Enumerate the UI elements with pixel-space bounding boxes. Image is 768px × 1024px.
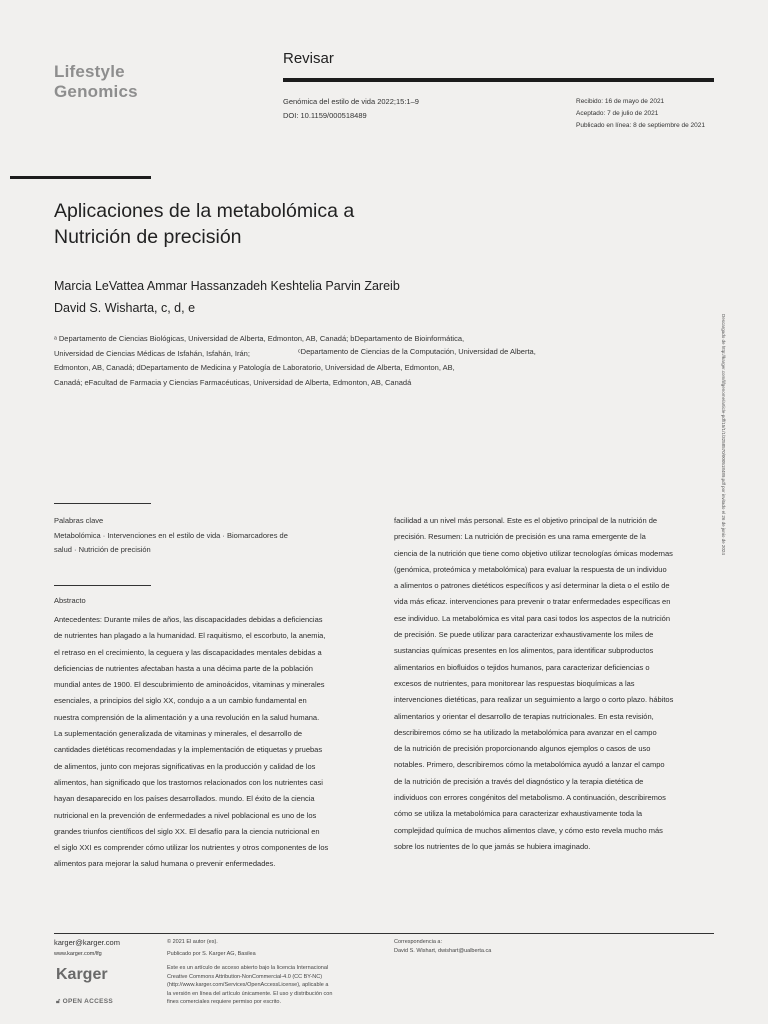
article-title (54, 198, 474, 250)
title-line1: Aplicaciones de la metabolómica a (54, 200, 355, 222)
keywords-heading: Palabras clave (54, 516, 104, 525)
affiliation-line1: ᵃ Departamento de Ciencias Biológicas, Universidad de Alberta, Edmonton, AB, Canadá; bDepartamento de Bioinformática, (54, 334, 465, 343)
license-line: Creative Commons Attribution-NonCommercial-4.0 (CC BY-NC) (167, 973, 323, 980)
abstract-line: notables. Primero, describiremos cómo la metabolómica ayudó a lanzar el campo (394, 760, 665, 770)
affiliation-line4: Canadá; eFacultad de Farmacia y Ciencias Farmacéuticas, Universidad de Alberta, Edmonton, AB, Canadá (54, 378, 412, 387)
abstract-line: nuestra comprensión de la alimentación y a una revolución en la salud humana. (54, 712, 320, 722)
abstract-line: de la nutrición de precisión a través del diagnóstico y la terapia dietética de (394, 776, 644, 786)
abstract-line: de alimentos, junto con mejoras significativas en la producción y calidad de los (54, 761, 316, 771)
open-access-icon: 🔓︎ (56, 998, 61, 1005)
license-line: (http://www.karger.com/Services/OpenAccessLicense), aplicable a (167, 982, 329, 988)
keywords-line2: salud · Nutrición de precisión (54, 545, 151, 554)
abstract-line: alimentos para mejorar la salud humana o prevenir enfermedades. (54, 859, 276, 869)
download-note-text: Descargado de http://karger.com/lifgenome/article-pdf/15/1/1/3258570/000518489.pdf por invitado el 26 de junio de 2024 (721, 314, 726, 555)
title-line2: Nutrición de precisión (54, 226, 242, 248)
abstract-line: nutricional en la prevención de enfermedades a nivel poblacional es uno de los (54, 810, 317, 820)
copyright: © 2021 El autor (es). (167, 939, 218, 945)
publisher-email[interactable]: karger@karger.com (54, 938, 120, 947)
abstract-line: ciencia de la nutrición que tiene como objetivo utilizar tecnologías ómicas modernas (394, 548, 673, 558)
journal-name-line2: Genomics (54, 82, 138, 101)
abstract-line: el siglo XXI es comprender cómo utilizar los nutrientes y otros componentes de los (54, 843, 329, 853)
abstract-line: sobre los nutrientes de lo que jamás se hubiera imaginado. (394, 841, 591, 851)
abstract-line: ese individuo. La metabolómica es vital para casi todos los aspectos de la nutrición (394, 613, 670, 623)
abstract-line: grandes triunfos científicos del siglo XX. El desafío para la ciencia nutricional en (54, 826, 320, 836)
license-line: Este es un artículo de acceso abierto bajo la licencia Internacional (167, 965, 329, 971)
abstract-line: cantidades dietéticas recomendadas y la implementación de etiquetas y pruebas (54, 745, 323, 755)
abstract-line: excesos de nutrientes, para monitorear las respuestas bioquímicas a las (394, 678, 635, 688)
abstract-line: individuos con errores congénitos del metabolismo. A continuación, describiremos (394, 793, 666, 803)
affiliation-line2b: ᶜDepartamento de Ciencias de la Computación, Universidad de Alberta, (298, 347, 536, 356)
abstract-line: describiremos cómo se ha utilizado la metabolómica para avanzar en el campo (394, 727, 657, 737)
authors-line2: David S. Wisharta, c, d, e (54, 301, 196, 315)
abstract-right-column (394, 513, 724, 855)
open-access-badge (56, 998, 113, 1006)
abstract-line: alimentos, han significado que los trastornos relacionados con los nutrientes casi (54, 777, 323, 787)
author-list (54, 275, 400, 319)
doi-line: DOI: 10.1159/000518489 (283, 111, 367, 120)
abstract-line: esenciales, a principios del siglo XX, condujo a a un cambio fundamental en (54, 696, 307, 706)
published-date: Publicado en línea: 8 de septiembre de 2021 (576, 122, 706, 129)
abstract-line: facilidad a un nivel más personal. Este es el objetivo principal de la nutrición de (394, 516, 658, 525)
abstract-line: de la nutrición de precisión proporcionando algunos ejemplos o casos de uso (394, 744, 651, 754)
article-type: Revisar (283, 50, 334, 67)
license-line: fines comerciales requiere permiso por escrito. (167, 999, 282, 1005)
received-date: Recibido: 16 de mayo de 2021 (576, 98, 665, 105)
header-rule (283, 78, 714, 82)
abstract-heading: Abstracto (54, 596, 86, 605)
keywords-rule (54, 503, 151, 504)
journal-name-line1: Lifestyle (54, 62, 125, 81)
abstract-line: el retraso en el crecimiento, la ceguera y las discapacidades mentales debidas a (54, 647, 322, 657)
license-line: la versión en línea del artículo únicamente. El uso y distribución con (167, 990, 333, 997)
abstract-line: Antecedentes: Durante miles de años, las discapacidades debidas a deficiencias (54, 615, 323, 624)
open-access-label: OPEN ACCESS (62, 998, 113, 1005)
abstract-line: cómo se utiliza la metabolómica para caracterizar exhaustivamente toda la (394, 809, 643, 819)
abstract-line: hayan desaparecido en los países desarrollados. mundo. El éxito de la ciencia (54, 794, 315, 804)
publisher-website[interactable]: www.karger.com/lfg (54, 951, 102, 957)
footer-rule (54, 933, 714, 934)
abstract-line: de precisión. Se puede utilizar para caracterizar exhaustivamente los miles de (394, 630, 654, 640)
abstract-line: de nutrientes han plagado a la humanidad. El raquitismo, el escorbuto, la anemia, (54, 631, 326, 641)
affiliation-line2a: Universidad de Ciencias Médicas de Isfahán, Isfahán, Irán; (54, 349, 250, 358)
publisher-line: Publicado por S. Karger AG, Basilea (167, 951, 256, 957)
correspondence-label: Correspondencia a: (394, 939, 443, 945)
abstract-line: alimentarios y orientar el desarrollo de terapias nutricionales. En esta revisión, (394, 711, 654, 721)
abstract-line: La suplementación generalizada de vitaminas y minerales, el desarrollo de (54, 729, 303, 739)
abstract-line: deficiencias de nutrientes afectaban hasta a una décima parte de la población (54, 663, 313, 673)
accepted-date: Aceptado: 7 de julio de 2021 (576, 110, 659, 117)
license-text (167, 964, 332, 1007)
authors-line1: Marcia LeVattea Ammar Hassanzadeh Keshtelia Parvin Zareib (54, 279, 400, 293)
abstract-line: vida más eficaz. intervenciones para prevenir o tratar enfermedades específicas en (394, 597, 671, 607)
journal-logo (54, 62, 138, 102)
abstract-line: a alimentos o patrones dietéticos específicos y así determinar la dieta o el estilo de (394, 581, 670, 591)
affiliation-line3: Edmonton, AB, Canadá; dDepartamento de Medicina y Patología de Laboratorio, Universidad de Alberta, Edmonton, AB, (54, 363, 455, 372)
correspondence-contact[interactable]: David S. Wishart, dwishart@ualberta.ca (394, 948, 492, 954)
keywords-line1: Metabolómica · Intervenciones en el estilo de vida · Biomarcadores de (54, 531, 288, 540)
abstract-line: precisión. Resumen: La nutrición de precisión es una rama emergente de la (394, 532, 646, 542)
abstract-line: (genómica, proteómica y metabolómica) para evaluar la respuesta de un individuo (394, 564, 667, 574)
abstract-line: intervenciones dietéticas, para realizar un seguimiento a largo o corto plazo. hábitos (394, 695, 674, 705)
citation-line: Genómica del estilo de vida 2022;15:1–9 (283, 97, 419, 106)
title-rule (10, 176, 151, 179)
abstract-line: alimentarios en biofluidos o tejidos humanos, para caracterizar deficiencias o (394, 662, 650, 672)
abstract-line: complejidad química de muchos alimentos clave, y cómo esto revela mucho más (394, 825, 663, 835)
abstract-rule (54, 585, 151, 586)
karger-logo: Karger (56, 966, 108, 983)
abstract-line: sustancias químicas presentes en los alimentos, para identificar subproductos (394, 646, 654, 656)
abstract-left-column (54, 612, 384, 873)
abstract-line: mundial antes de 1900. El descubrimiento de aminoácidos, vitaminas y minerales (54, 680, 325, 690)
